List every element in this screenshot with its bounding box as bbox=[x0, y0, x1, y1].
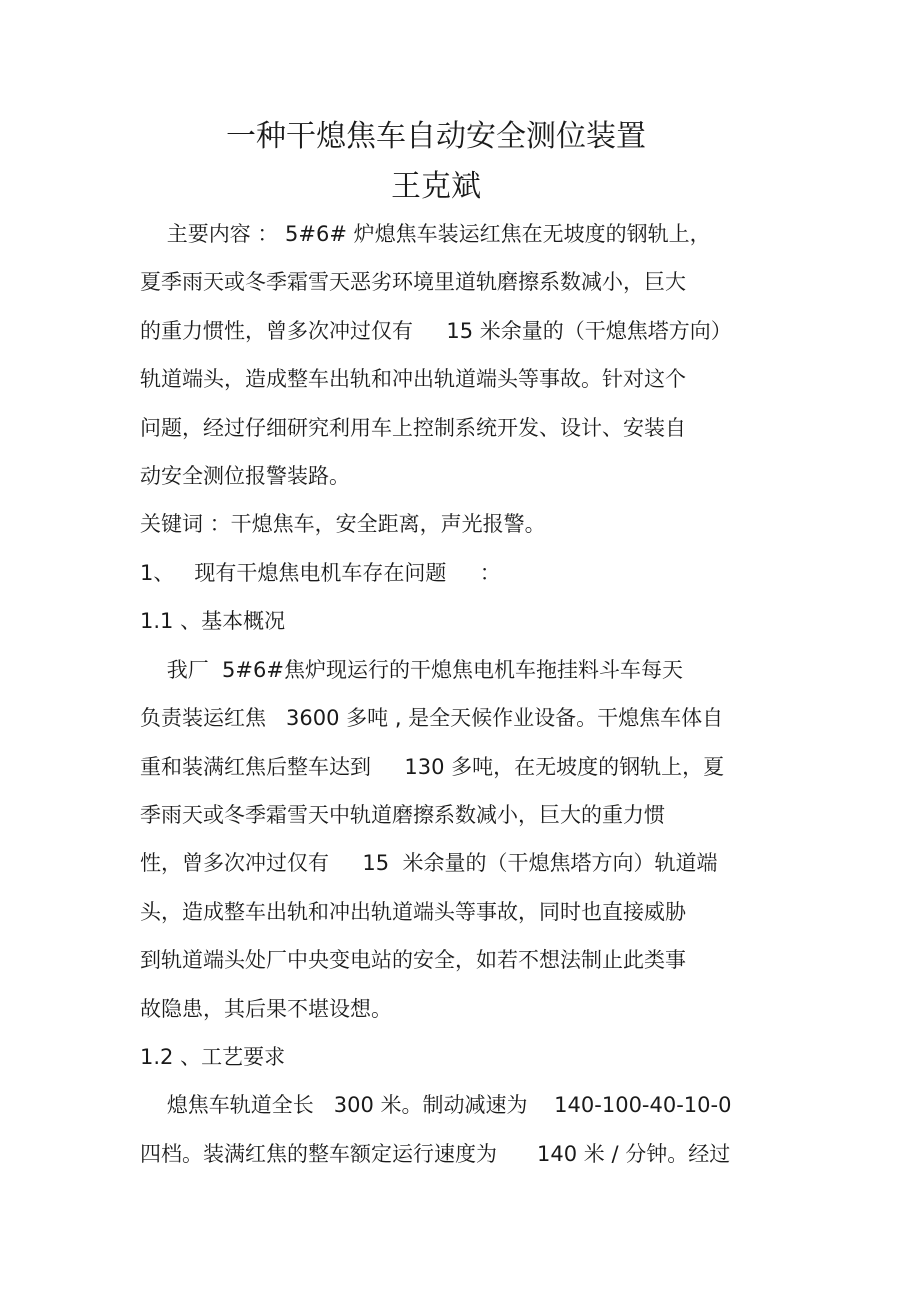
keywords-line: 关键词 ：干熄焦车，安全距离，声光报警。 bbox=[140, 512, 546, 536]
subsection-heading: 1.2 、工艺要求 bbox=[140, 1045, 286, 1069]
text-line: 熄焦车轨道全长 300 米。制动减速为 140-100-40-10-0 bbox=[140, 1093, 732, 1117]
text-line: 我厂 5#6#焦炉现运行的干熄焦电机车拖挂料斗车每天 bbox=[140, 658, 683, 682]
text-line: 轨道端头，造成整车出轨和冲出轨道端头等事故。针对这个 bbox=[140, 367, 686, 391]
text-line: 重和装满红焦后整车达到 130 多吨，在无坡度的钢轨上，夏 bbox=[140, 755, 725, 779]
document-author: 王克斌 bbox=[391, 169, 481, 204]
text-line: 问题，经过仔细研究利用车上控制系统开发、设计、安装自 bbox=[140, 416, 686, 440]
text-line: 主要内容 ： 5#6# 炉熄焦车装运红焦在无坡度的钢轨上， bbox=[140, 222, 711, 246]
section-heading: 1、 现有干熄焦电机车存在问题 ： bbox=[140, 561, 501, 585]
text-line: 四档。装满红焦的整车额定运行速度为 140 米 / 分钟。经过 bbox=[140, 1142, 731, 1166]
text-line: 头，造成整车出轨和冲出轨道端头等事故，同时也直接威胁 bbox=[140, 900, 686, 924]
text-line: 负责装运红焦 3600 多吨 , 是全天候作业设备。干熄焦车体自 bbox=[140, 706, 724, 730]
text-line: 动安全测位报警装路。 bbox=[140, 464, 350, 488]
text-line: 故隐患，其后果不堪设想。 bbox=[140, 997, 392, 1021]
subsection-heading: 1.1 、基本概况 bbox=[140, 609, 286, 633]
text-line: 季雨天或冬季霜雪天中轨道磨擦系数减小，巨大的重力惯 bbox=[140, 803, 665, 827]
text-line: 的重力惯性，曾多次冲过仅有 15 米余量的（干熄焦塔方向） bbox=[140, 319, 732, 343]
text-line: 性，曾多次冲过仅有 15 米余量的（干熄焦塔方向）轨道端 bbox=[140, 851, 718, 875]
document-title: 一种干熄焦车自动安全测位装置 bbox=[226, 119, 646, 154]
text-line: 到轨道端头处厂中央变电站的安全，如若不想法制止此类事 bbox=[140, 948, 686, 972]
text-line: 夏季雨天或冬季霜雪天恶劣环境里道轨磨擦系数减小，巨大 bbox=[140, 270, 686, 294]
